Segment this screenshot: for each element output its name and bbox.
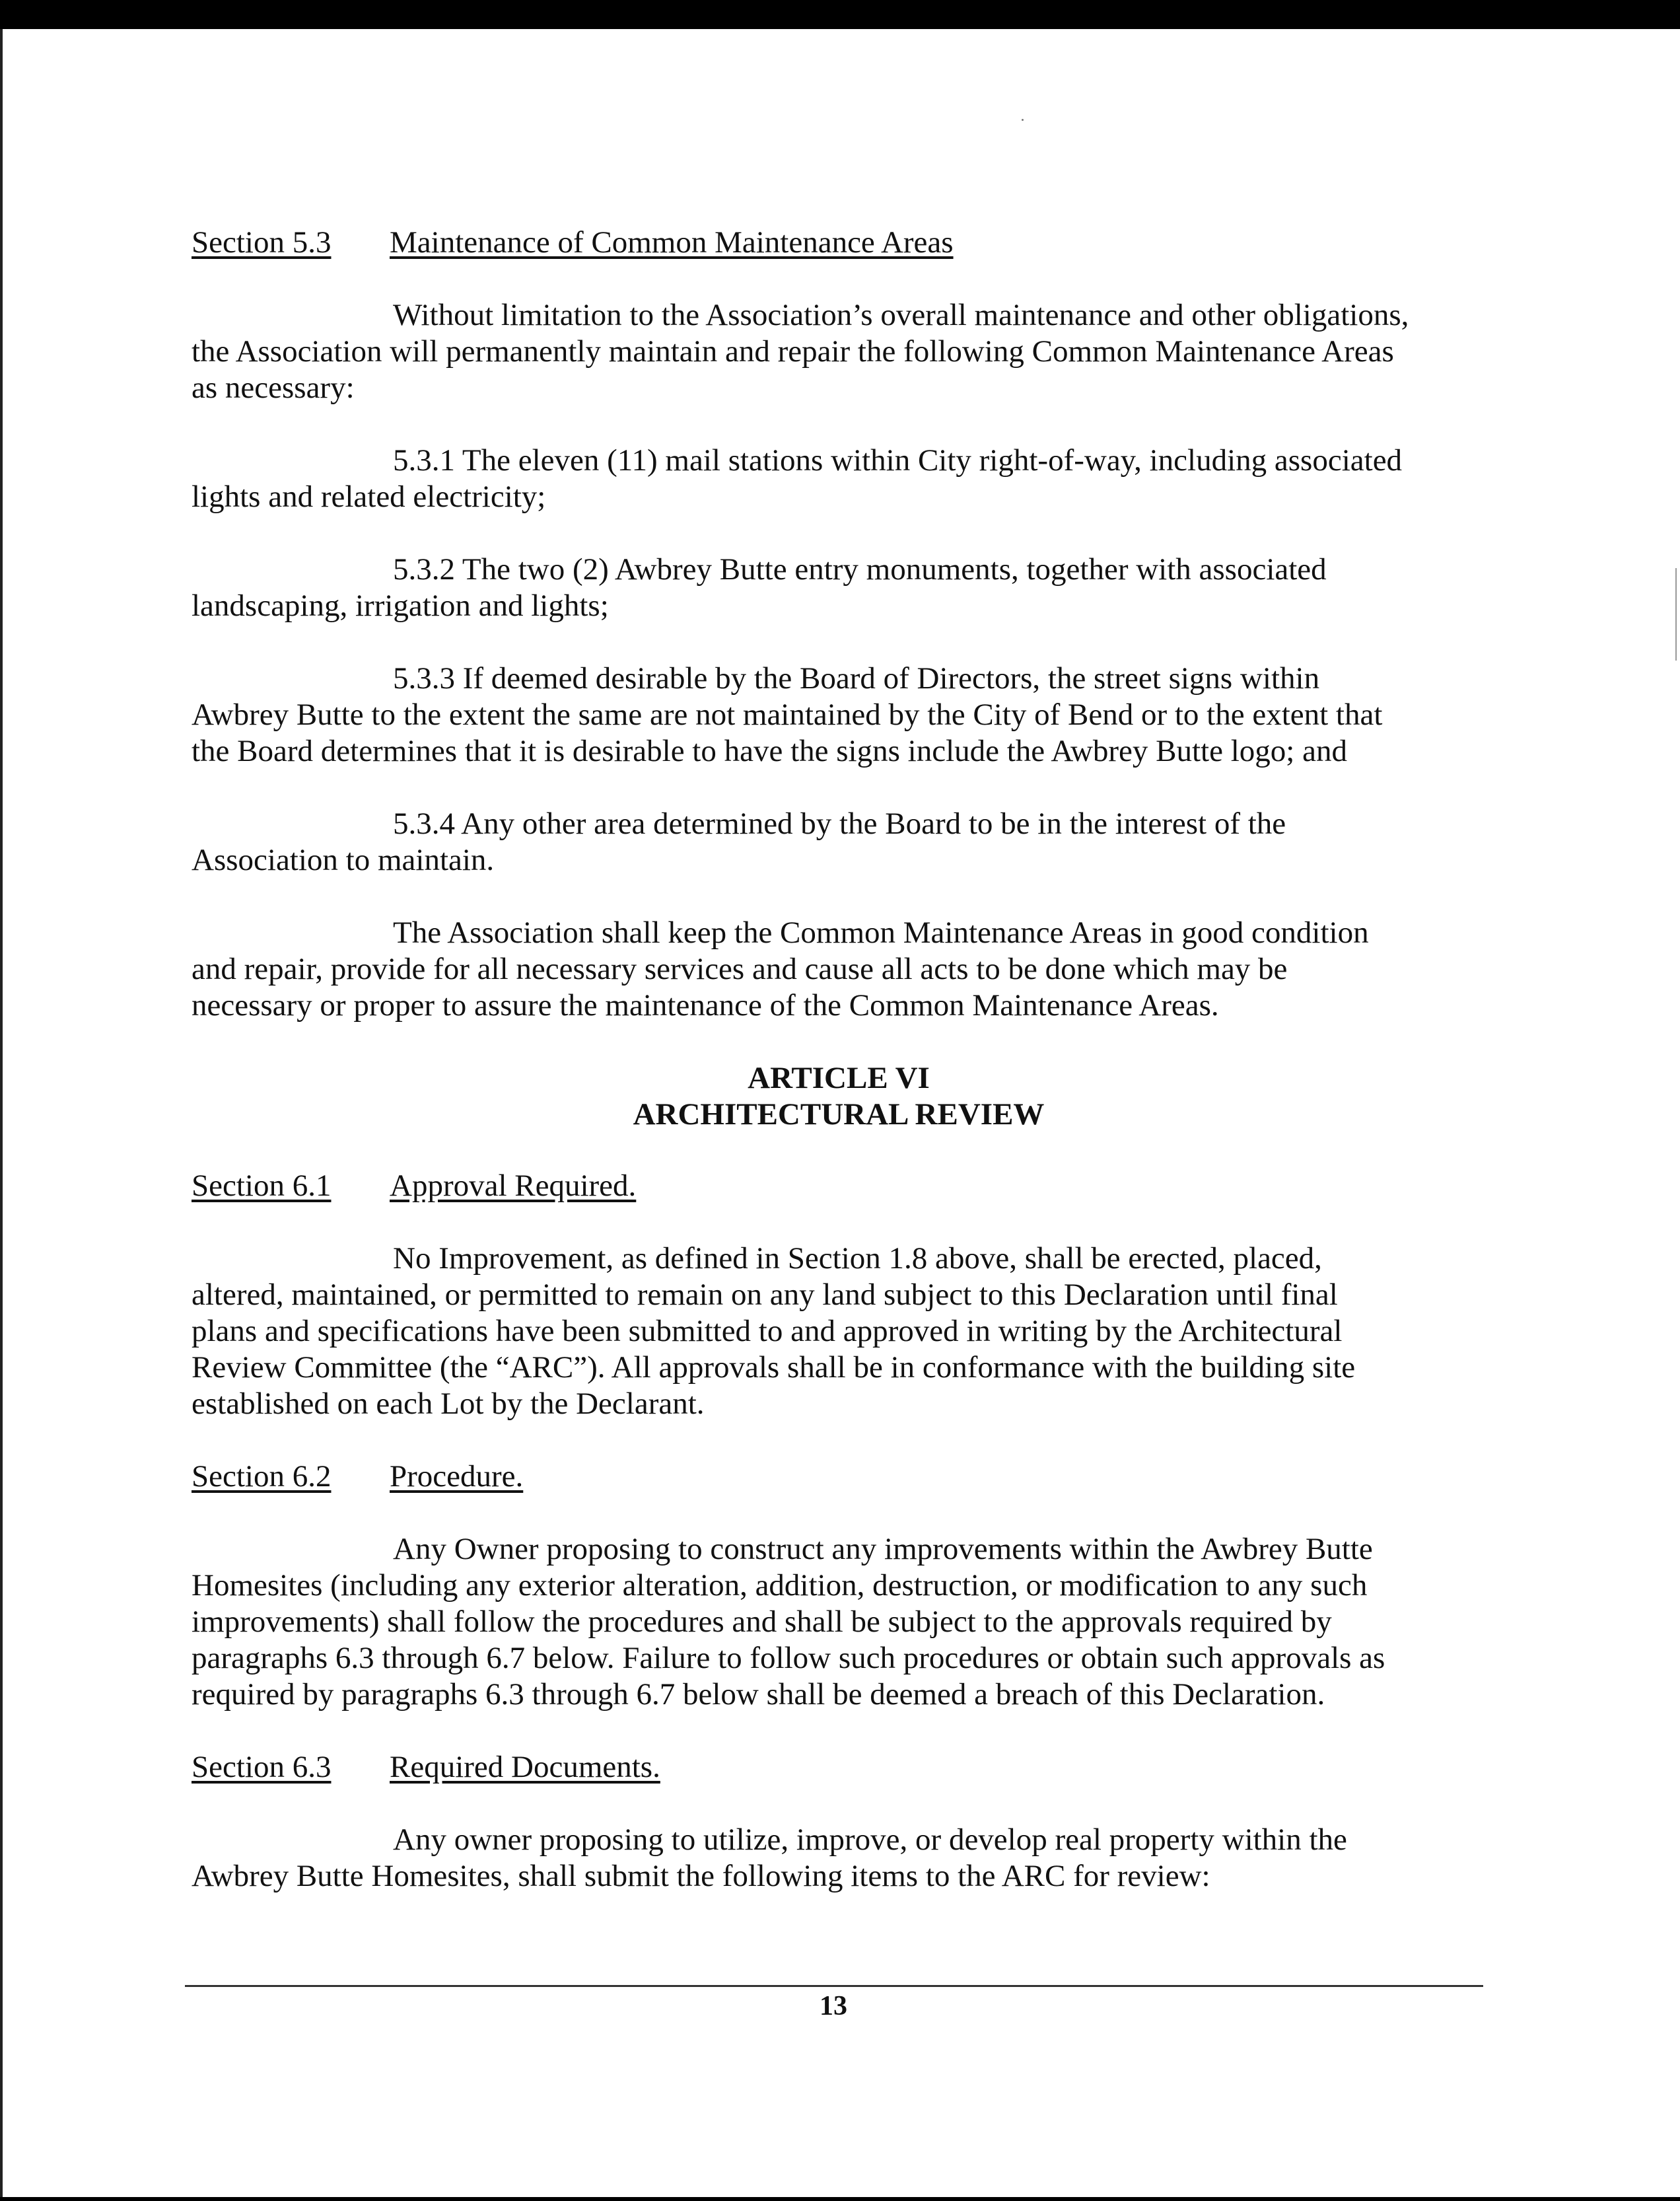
text-line: lights and related electricity; <box>192 480 546 514</box>
section-title: Maintenance of Common Maintenance Areas <box>390 225 954 260</box>
scan-border-bottom <box>0 2197 1680 2201</box>
page-number: 13 <box>820 1991 847 2021</box>
text-line: altered, maintained, or permitted to remain on any land subject to this Declaration until final <box>192 1278 1338 1312</box>
footer-rule <box>185 1985 1483 1987</box>
text-line: landscaping, irrigation and lights; <box>192 589 609 623</box>
text-line: paragraphs 6.3 through 6.7 below. Failure to follow such procedures or obtain such approvals as <box>192 1641 1385 1675</box>
section-6-1-heading <box>192 1168 1486 1204</box>
section-number: Section 5.3 <box>192 225 332 260</box>
scan-border-top <box>0 0 1680 29</box>
text-line: the Association will permanently maintain and repair the following Common Maintenance Areas <box>192 334 1394 369</box>
text-line: Without limitation to the Association’s overall maintenance and other obligations, <box>393 298 1409 332</box>
text-line: Association to maintain. <box>192 843 495 877</box>
scan-speck <box>1022 119 1024 121</box>
text-line: improvements) shall follow the procedures and shall be subject to the approvals required by <box>192 1605 1332 1639</box>
section-title: Approval Required. <box>390 1169 637 1203</box>
article-number: ARTICLE VI <box>748 1061 930 1095</box>
section-number: Section 6.2 <box>192 1459 332 1494</box>
section-number: Section 6.3 <box>192 1750 332 1784</box>
section-5-3-heading <box>192 225 1486 261</box>
section-6-1-body <box>192 1241 1486 1422</box>
item-5-3-1 <box>192 443 1486 515</box>
scan-edge-mark <box>1675 568 1677 661</box>
section-title: Required Documents. <box>390 1750 660 1784</box>
text-line: 5.3.3 If deemed desirable by the Board of Directors, the street signs within <box>393 661 1320 696</box>
text-line: necessary or proper to assure the maintenance of the Common Maintenance Areas. <box>192 988 1219 1023</box>
text-line: 5.3.2 The two (2) Awbrey Butte entry monuments, together with associated <box>393 552 1327 587</box>
section-title: Procedure. <box>390 1459 524 1494</box>
text-line: Any Owner proposing to construct any improvements within the Awbrey Butte <box>393 1532 1373 1566</box>
item-5-3-4 <box>192 806 1486 879</box>
text-line: 5.3.1 The eleven (11) mail stations within City right-of-way, including associated <box>393 443 1403 478</box>
item-5-3-2 <box>192 552 1486 624</box>
text-line: as necessary: <box>192 371 355 405</box>
text-line: required by paragraphs 6.3 through 6.7 below shall be deemed a breach of this Declaration. <box>192 1677 1325 1712</box>
text-line: established on each Lot by the Declarant. <box>192 1387 705 1421</box>
scan-border-left <box>0 29 3 2201</box>
article-title: ARCHITECTURAL REVIEW <box>633 1097 1045 1132</box>
text-line: The Association shall keep the Common Maintenance Areas in good condition <box>393 916 1369 950</box>
section-5-3-closing <box>192 915 1486 1024</box>
text-line: Awbrey Butte to the extent the same are not maintained by the City of Bend or to the extent that <box>192 698 1383 732</box>
section-6-2-heading <box>192 1459 1486 1495</box>
section-6-2-body <box>192 1531 1486 1713</box>
text-line: the Board determines that it is desirable to have the signs include the Awbrey Butte logo; and <box>192 734 1347 768</box>
section-6-3-body <box>192 1822 1486 1894</box>
text-line: Any owner proposing to utilize, improve, or develop real property within the <box>393 1822 1347 1857</box>
text-line: No Improvement, as defined in Section 1.8 above, shall be erected, placed, <box>393 1241 1322 1276</box>
text-line: Review Committee (the “ARC”). All approvals shall be in conformance with the building site <box>192 1350 1356 1385</box>
document-body <box>192 225 1486 1894</box>
text-line: and repair, provide for all necessary services and cause all acts to be done which may be <box>192 952 1288 986</box>
text-line: 5.3.4 Any other area determined by the Board to be in the interest of the <box>393 807 1286 841</box>
text-line: plans and specifications have been submitted to and approved in writing by the Architectural <box>192 1314 1343 1348</box>
section-5-3-intro <box>192 297 1486 406</box>
item-5-3-3 <box>192 661 1486 770</box>
section-6-3-heading <box>192 1749 1486 1786</box>
section-number: Section 6.1 <box>192 1169 332 1203</box>
text-line: Awbrey Butte Homesites, shall submit the following items to the ARC for review: <box>192 1859 1210 1893</box>
text-line: Homesites (including any exterior alteration, addition, destruction, or modification to any such <box>192 1568 1368 1603</box>
